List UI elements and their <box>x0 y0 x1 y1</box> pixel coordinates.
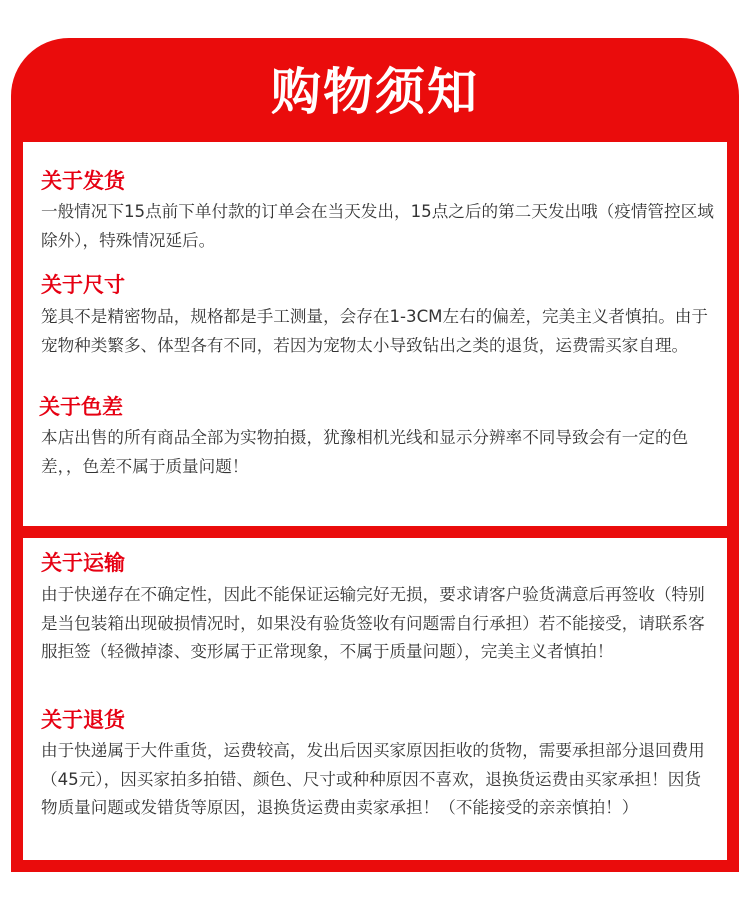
section-text-color-difference: 本店出售的所有商品全部为实物拍摄，犹豫相机光线和显示分辨率不同导致会有一定的色差，，色差不属于质量问题！ <box>41 428 689 476</box>
section-text-returns: 由于快递属于大件重货，运费较高，发出后因买家原因拒收的货物，需要承担部分退回费用（45元），因买家拍多拍错、颜色、尺寸或种种原因不喜欢，退换货运费由买家承担！因货物质量问题或发错货等原因，退换货运费由卖家承担！（不能接受的亲亲慎拍！） <box>41 741 705 817</box>
page-title: 购物须知 <box>271 63 479 121</box>
section-heading-transport: 关于运输 <box>41 551 125 575</box>
section-heading-size: 关于尺寸 <box>41 273 125 297</box>
notice-panel-top <box>23 142 727 526</box>
section-text-transport: 由于快递存在不确定性，因此不能保证运输完好无损，要求请客户验货满意后再签收（特别是当包装箱出现破损情况时，如果没有验货签收有问题需自行承担）若不能接受，请联系客服拒签（轻微掉漆、变形属于正常现象，不属于质量问题），完美主义者慎拍！ <box>41 585 705 661</box>
notice-panel-bottom <box>23 538 727 860</box>
section-heading-shipping: 关于发货 <box>41 169 125 193</box>
section-text-shipping: 一般情况下15点前下单付款的订单会在当天发出，15点之后的第二天发出哦（疫情管控区域除外），特殊情况延后。 <box>41 202 714 250</box>
section-heading-returns: 关于退货 <box>41 708 125 732</box>
section-heading-color-difference: 关于色差 <box>39 395 123 419</box>
section-text-size: 笼具不是精密物品，规格都是手工测量，会存在1-3CM左右的偏差，完美主义者慎拍。由于宠物种类繁多、体型各有不同，若因为宠物太小导致钻出之类的退货，运费需买家自理。 <box>41 307 708 355</box>
